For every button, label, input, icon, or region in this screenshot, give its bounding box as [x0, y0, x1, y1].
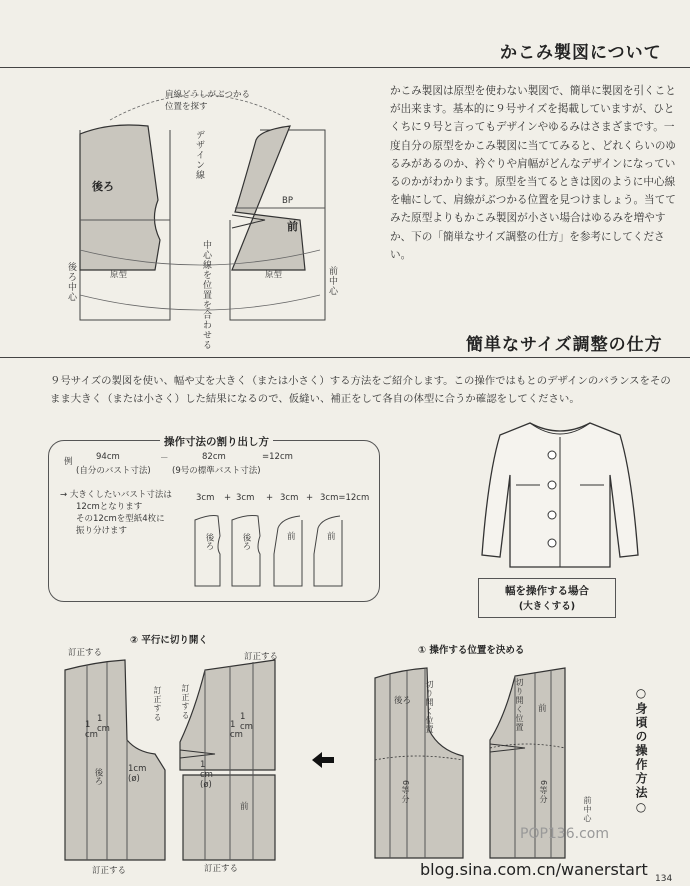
page-number: 134 — [655, 874, 673, 884]
bust-std-value: 82cm — [202, 452, 226, 462]
cm-o-label-2: 1 cm (ø) — [200, 760, 213, 790]
jacket-label-subtitle: (大きくする) — [518, 601, 576, 612]
note-line-4: 振り分けます — [76, 526, 128, 536]
cm-label-4: 1 cm — [230, 720, 243, 740]
bust-self-value: 94cm — [96, 452, 120, 462]
cut-open-label-2: 切り開く位置 — [515, 678, 524, 732]
intro-paragraph: かこみ製図は原型を使わない製図で、簡単に製図を引くことが出来ます。基本的に９号サイズを掲載していますが、ひとくちに９号と言ってもデザインやゆるみはさまざまです。一度自分の原型をかこみ製図に当ててみると、どれくらいのゆるみがあるのか、衿ぐりや肩幅がどんなデザインになっているのかがわかります。原型を当てるときは図のように中心線を軸にして、肩線がぶつかる位置を見つけましょう。当ててみた原型よりもかこみ製図が小さい場合はゆるみを増やすか、下の「簡単なサイズ調整の仕方」を参考にしてください。 — [390, 85, 677, 261]
piece-label-1: 後ろ — [204, 533, 214, 550]
genkei-left-label: 原型 — [110, 270, 128, 280]
center-align-label: 中心線を位置を合わせる — [201, 240, 211, 350]
section-title-size-adjust: 簡単なサイズ調整の仕方 — [466, 335, 663, 355]
bp-label: BP — [282, 196, 293, 206]
watermark-url: blog.sina.com.cn/wanerstart — [420, 860, 648, 879]
six-equal-label-1: 6等分 — [401, 780, 410, 805]
design-line-label: デザイン線 — [194, 130, 204, 180]
formula-a: 3cm — [196, 493, 215, 503]
header-rule — [0, 67, 690, 68]
formula-plus-3: + — [306, 493, 314, 503]
teisei-bottom-1: 訂正する — [92, 866, 127, 876]
cm-o-label-1: 1cm (ø) — [128, 764, 147, 784]
minus-sign: － — [160, 454, 169, 464]
bust-self-note: (自分のバスト寸法) — [76, 466, 151, 476]
cm-label-2: 1 cm — [85, 720, 98, 740]
arrow-left-icon — [312, 752, 334, 768]
calc-panel-title: 操作寸法の割り出し方 — [160, 434, 273, 449]
pattern-pieces-diagram — [190, 508, 360, 588]
back-label: 後ろ — [92, 180, 114, 193]
step1-title: ① 操作する位置を決める — [418, 645, 525, 656]
formula-d: 3cm=12cm — [320, 493, 370, 503]
teisei-2: 訂正する — [244, 652, 279, 662]
piece-label-4: 前 — [327, 532, 336, 542]
formula-plus-1: + — [224, 493, 232, 503]
jacket-label-title: 幅を操作する場合 — [505, 585, 589, 597]
front-label: 前 — [287, 220, 298, 233]
example-prefix: 例 — [64, 457, 73, 467]
cut-open-label-1: 切り開く位置 — [425, 680, 434, 734]
side-heading: ○身頃の操作方法○ — [634, 686, 648, 816]
bust-std-note: (9号の標準バスト寸法) — [172, 466, 261, 476]
piece-label-2: 後ろ — [241, 533, 251, 550]
cm-label-3: 1 cm — [240, 712, 253, 732]
note-line-3: その12cmを型紙4枚に — [76, 514, 165, 524]
back-center-label: 後ろ中心 — [66, 262, 76, 302]
step1-front-center-label: 前中心 — [583, 796, 592, 823]
step1-front-label: 前 — [538, 704, 547, 714]
step2-title: ② 平行に切り開く — [130, 635, 208, 646]
formula-b: 3cm — [236, 493, 255, 503]
note-line-1: → 大きくしたいバスト寸法は — [60, 490, 172, 500]
front-center-label: 前中心 — [327, 266, 337, 296]
piece-label-3: 前 — [287, 532, 296, 542]
teisei-3: 訂正する — [153, 686, 162, 722]
cm-label-1: 1 cm — [97, 714, 110, 734]
step1-back-label: 後ろ — [394, 696, 412, 706]
formula-c: 3cm — [280, 493, 299, 503]
step2-front-label: 前 — [240, 802, 249, 812]
step2-back-label: 後ろ — [93, 768, 103, 785]
size-adjust-paragraph: ９号サイズの製図を使い、幅や丈を大きく（または小さく）する方法をご紹介します。この操作ではもとのデザインのバランスをそのまま大きく（または小さく）した結果になるので、仮縫い、補正をして各自の体型に合うか確認をしてください。 — [50, 375, 671, 406]
note-line-2: 12cmとなります — [76, 502, 143, 512]
formula-plus-2: + — [266, 493, 274, 503]
teisei-4: 訂正する — [181, 684, 190, 720]
step2-diagram — [55, 650, 295, 865]
section-rule — [0, 357, 690, 358]
shoulder-note: 肩線どうしがぶつかる 位置を探す — [165, 90, 251, 112]
teisei-bottom-2: 訂正する — [204, 864, 239, 874]
teisei-1: 訂正する — [68, 648, 103, 658]
jacket-illustration — [470, 415, 650, 575]
watermark-logo: POP136.com — [520, 826, 609, 842]
six-equal-label-2: 6等分 — [539, 780, 548, 805]
page-title: かこみ製図について — [500, 43, 662, 63]
result-value: =12cm — [262, 452, 293, 462]
jacket-label-box — [478, 578, 616, 618]
genkei-right-label: 原型 — [265, 270, 283, 280]
